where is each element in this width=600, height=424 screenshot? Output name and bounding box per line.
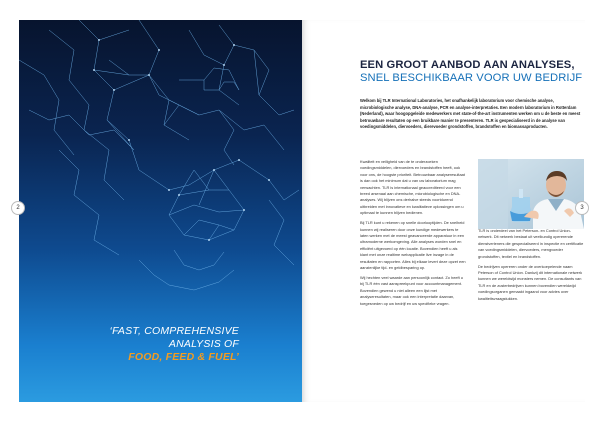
body-paragraph: Kwaliteit en veiligheid van de te onderzoeken voedingsmiddelen, diervoeders en brandstoffen heeft, ook voor ons, de hoogste prioriteit. Betrouwbaar analyseresultaat is dan ook het minimum dat u van uw laboratorium mag verwachten. TLR is internationaal geaccrediteerd voor een breed arsenaal aan chemische, microbiologische en DNA-analyses. Wij blijven ons derhalve steeds voortdurend uitbreiden met innovatieve en kwalitatieve oplossingen om u optimaal te kunnen blijven bedienen. bbox=[360, 159, 465, 216]
lab-scientist-photo bbox=[478, 159, 584, 229]
body-column-right bbox=[478, 228, 584, 305]
quote-line-2: ANALYSIS OF bbox=[168, 338, 239, 350]
page-number-right: 3 bbox=[575, 201, 589, 215]
intro-paragraph: Welkom bij TLR International Laboratories, het onafhankelijk laboratorium voor chemische analyse, microbiologische analyse, DNA-analyse, PCR en analyse-interpretaties. Een modern laboratorium in Rotterdam (Nederland), waar hoogopgeleide medewerkers met state-of-the-art instrumenten werken om u de beste en meest betrouwbare resultaten op een bruikbare manier te presenteren. TLR is gespecialiseerd in de analyse van voedingsmiddelen, diervoeders, dierevoeder grondstoffen, brandstoffen en biomassaproducten. bbox=[360, 98, 581, 130]
headline-line-1: EEN GROOT AANBOD AAN ANALYSES, bbox=[360, 59, 575, 71]
body-column-left bbox=[360, 159, 466, 310]
page-headline bbox=[360, 59, 590, 85]
left-page bbox=[19, 20, 302, 402]
body-paragraph: Bij TLR kunt u rekenen op snelle doorlooptijden. De snelheid kunnen wij realiseren door onze kundige medewerkers te laten werken met de meest geavanceerde apparatuur in een ultramoderne werkomgeving. Alle analyses worden snel en efficiënt uitgevoerd op één locatie. Bovendien heeft u als klant met onze realtime webapplicatie live inzage in de resultaten en rapporten. Alles bij elkaar levert deze opzet een aanzienlijke tijd- en geldbesparing op. bbox=[360, 220, 466, 270]
headline-line-2: SNEL BESCHIKBAAR VOOR UW BEDRIJF bbox=[360, 72, 583, 84]
brochure-spread bbox=[19, 20, 585, 402]
body-paragraph: Wij hechten veel waarde aan persoonlijk contact. Zo heeft u bij TLR één vast aanspreekpunt voor accountmanagement. Bovendien gewend u niet alleen een lijst met analyseresultaten, maar ook een interpretatie daarvan, toegesneden op uw bedrijf en uw specifieke vragen. bbox=[360, 274, 463, 306]
quote-line-1: ‘FAST, COMPREHENSIVE bbox=[109, 325, 239, 337]
right-page bbox=[302, 20, 585, 402]
body-paragraph: De bedrijven opereren onder de overkoepelende naam Peterson of Control Union. Dankzij dit internationale netwerk kunnen we wereldwijd monsters nemen. De consultants van TLR en de zusterbedrijven kunnen bovendien wereldwijd voedingsorganen gemaakt ingaand voor advies over kwaliteitsvraagstukken. bbox=[478, 263, 583, 301]
body-paragraph: TLR is onderdeel van het Peterson- en Control Union- netwerk. Dit netwerk bestaat uit veelkundig opererende dienstverleners die gespecialiseerd in inspectie en certificatie van voedingsmiddelen, diervoeders, mengvoeder grondstoffen, textiel en brandstoffen. bbox=[478, 228, 584, 259]
quote-line-3: FOOD, FEED & FUEL’ bbox=[128, 351, 239, 363]
wireframe-lab-illustration bbox=[19, 20, 302, 320]
page-number-left: 2 bbox=[11, 201, 25, 215]
pull-quote bbox=[39, 325, 239, 364]
